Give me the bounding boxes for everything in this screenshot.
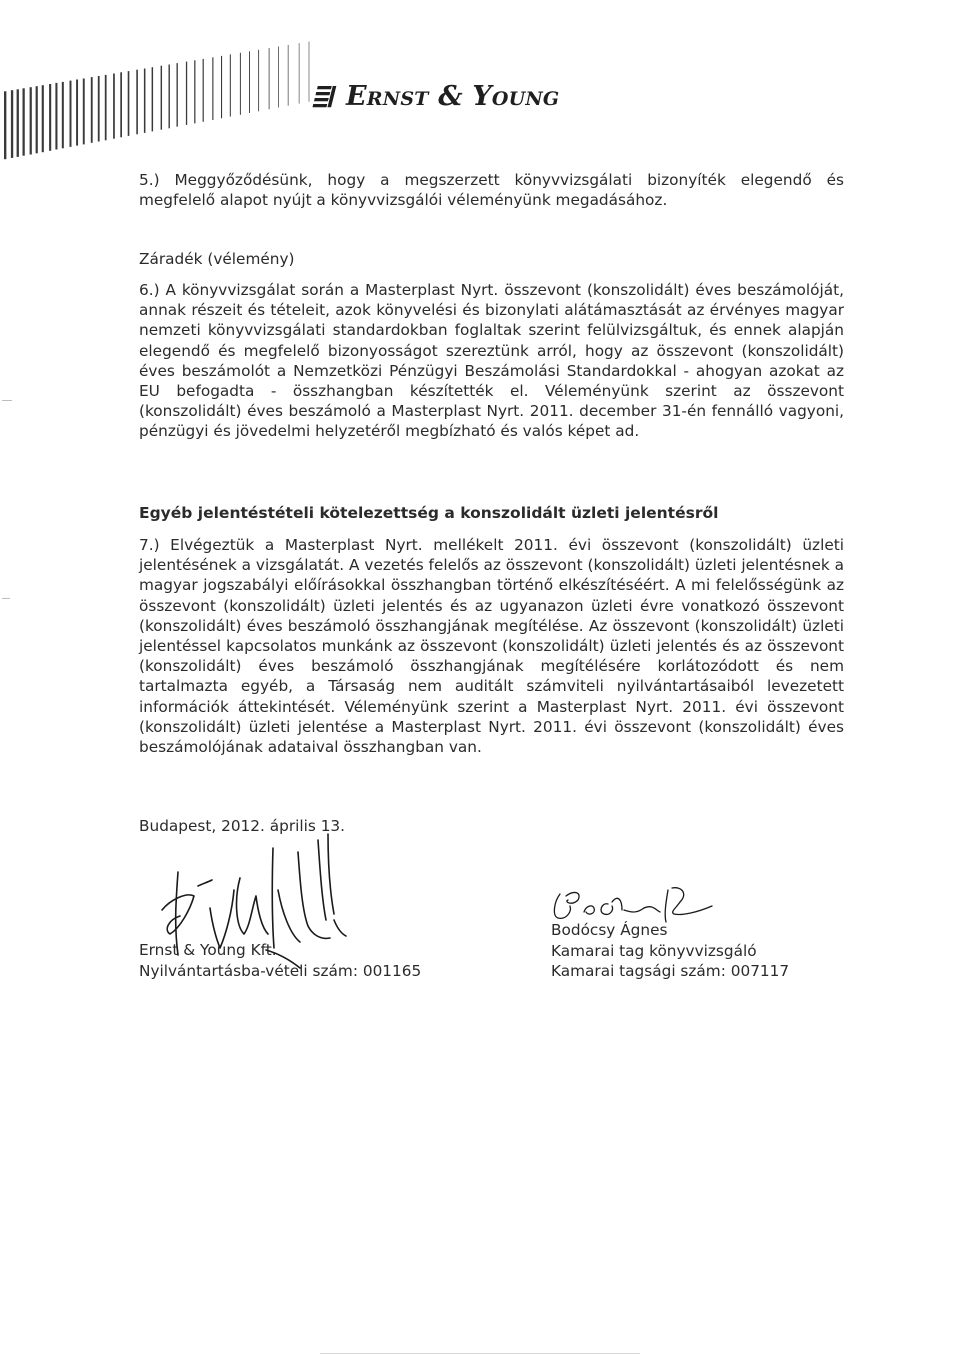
letterhead-stripes-graphic bbox=[0, 0, 330, 160]
letterhead-stripe bbox=[55, 83, 57, 150]
signatory-right bbox=[551, 920, 789, 982]
scan-artifact bbox=[2, 400, 12, 401]
paragraph-6: 6.) A könyvvizsgálat során a Masterplast Nyrt. összevont (konszolidált) éves beszámolóját, annak részeit és tételeit, azok könyvelési és bizonylati alátámasztását az érvényes magyar nemzeti könyvvizsgálati standardokban foglaltak szerint felülvizsgáltuk, és ennek alapján elegendő és megfelelő bizonyosságot szereztünk arról, hogy az összevont (konszolidált) éves beszámolót a Nemzetközi Pénzügyi Beszámolási Standardokkal - ahogyan azokat az EU befogadta - összhangban készítették el. Véleményünk szerint az összevont (konszolidált) éves beszámoló a Masterplast Nyrt. 2011. december 31-én fennálló vagyoni, pénzügyi és jövedelmi helyzetéről megbízható és valós képet ad. bbox=[139, 281, 844, 441]
letterhead-stripe bbox=[258, 50, 259, 112]
letterhead-stripe bbox=[249, 51, 250, 113]
letterhead-stripe bbox=[11, 90, 13, 158]
letterhead-stripe bbox=[62, 82, 64, 148]
signatory-left bbox=[139, 940, 421, 981]
signatory-right-name: Bodócsy Ágnes bbox=[551, 921, 668, 939]
heading-other-reporting: Egyéb jelentéstételi kötelezettség a konszolidált üzleti jelentésről bbox=[139, 504, 719, 522]
letterhead-stripe bbox=[194, 60, 195, 123]
place-and-date: Budapest, 2012. április 13. bbox=[139, 817, 346, 835]
signatory-right-title: Kamarai tag könyvvizsgáló bbox=[551, 941, 757, 960]
letterhead-stripe bbox=[177, 63, 178, 127]
paragraph-7: 7.) Elvégeztük a Masterplast Nyrt. mellékelt 2011. évi összevont (konszolidált) üzleti jelentésének a vizsgálatát. A vezetés felelős az összevont (konszolidált) üzleti jelentésnek a magyar jogszabályi előírásokkal összhangban történő elkészítéséért. A mi felelősségünk az összevont (konszolidált) üzleti jelentés és az ugyanazon üzleti évre vonatkozó összevont (konszolidált) éves beszámoló összhangjának megítélése. Az összevont (konszolidált) üzleti jelentéssel kapcsolatos munkánk az összevont (konszolidált) üzleti jelentés és az összevont (konszolidált) éves beszámoló összhangjának megítélésére korlátozódott és nem tartalmazta egyéb, a Társaság nem auditált számviteli nyilvántartásaiból levezetett információk áttekintését. Véleményünk szerint a Masterplast Nyrt. 2011. évi összevont (konszolidált) üzleti jelentése a Masterplast Nyrt. 2011. évi összevont (konszolidált) éves beszámolójának adataival összhangban van. bbox=[139, 536, 844, 757]
letterhead-stripe bbox=[299, 43, 300, 104]
letterhead-stripe bbox=[203, 59, 204, 122]
letterhead-stripe bbox=[23, 88, 25, 155]
letterhead-stripe bbox=[288, 45, 289, 106]
letterhead-stripe bbox=[161, 66, 162, 130]
heading-opinion: Záradék (vélemény) bbox=[139, 250, 295, 268]
logo-wordmark: Ernst & Young bbox=[346, 80, 560, 112]
letterhead-stripe bbox=[91, 77, 93, 143]
letterhead-stripe bbox=[136, 70, 138, 135]
letterhead-stripe bbox=[212, 57, 213, 120]
letterhead-stripe bbox=[49, 84, 51, 151]
letterhead-stripe bbox=[309, 42, 310, 102]
letterhead-stripe bbox=[83, 79, 85, 145]
letterhead-stripe bbox=[42, 85, 44, 152]
letterhead-stripe bbox=[30, 87, 32, 154]
letterhead-stripe bbox=[17, 89, 19, 157]
scan-artifact bbox=[320, 1353, 640, 1354]
letterhead-stripe bbox=[230, 54, 231, 116]
letterhead-stripe bbox=[186, 62, 187, 125]
ey-logo-mark-icon bbox=[312, 81, 342, 111]
signatory-left-name: Ernst & Young Kft. bbox=[139, 941, 277, 959]
letterhead-stripe bbox=[169, 65, 170, 129]
letterhead-stripe bbox=[128, 71, 130, 136]
letterhead-stripe bbox=[278, 47, 279, 108]
letterhead-stripe bbox=[221, 56, 222, 118]
letterhead-stripe bbox=[36, 86, 38, 153]
letterhead-stripe bbox=[144, 69, 146, 133]
letterhead-stripe bbox=[98, 76, 100, 142]
letterhead-stripe bbox=[269, 48, 270, 109]
scan-artifact bbox=[2, 598, 10, 599]
letterhead-stripe bbox=[4, 91, 6, 159]
letterhead-stripe bbox=[70, 81, 72, 147]
letterhead-stripe bbox=[113, 74, 115, 139]
signatory-right-registration: Kamarai tagsági szám: 007117 bbox=[551, 962, 790, 980]
letterhead-stripe bbox=[240, 53, 241, 115]
signatory-left-registration: Nyilvántartásba-vételi szám: 001165 bbox=[139, 961, 422, 980]
letterhead-stripe bbox=[105, 75, 107, 140]
company-logo bbox=[312, 76, 559, 116]
paragraph-5: 5.) Meggyőződésünk, hogy a megszerzett könyvvizsgálati bizonyíték elegendő és megfelelő alapot nyújt a könyvvizsgálói véleményünk megadásához. bbox=[139, 171, 844, 210]
letterhead-stripe bbox=[120, 72, 122, 137]
letterhead-stripe bbox=[152, 67, 153, 131]
letterhead-stripe bbox=[76, 80, 78, 146]
